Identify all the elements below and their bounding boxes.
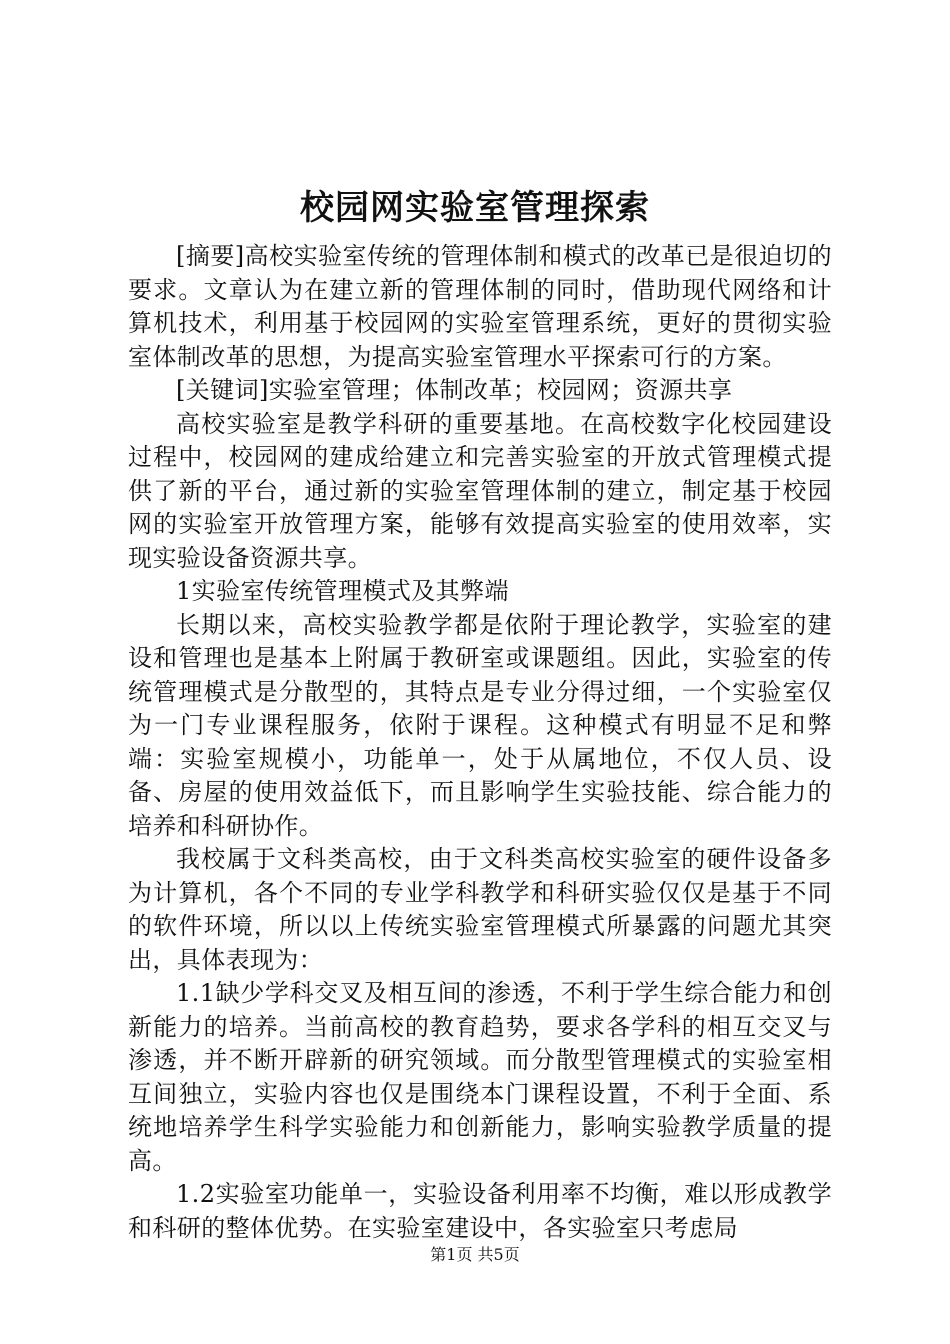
subsection-paragraph-1-1: 1.1缺少学科交叉及相互间的渗透，不利于学生综合能力和创新能力的培养。当前高校的教育趋势，要求各学科的相互交叉与渗透，并不断开辟新的研究领域。而分散型管理模式的实验室相互间独立，实验内容也仅是围绕本门课程设置，不利于全面、系统地培养学生科学实验能力和创新能力，影响实验教学质量的提高。 <box>128 979 832 1175</box>
section-heading-1: 1实验室传统管理模式及其弊端 <box>176 577 509 605</box>
body-paragraph: 长期以来，高校实验教学都是依附于理论教学，实验室的建设和管理也是基本上附属于教研室或课题组。因此，实验室的传统管理模式是分散型的，其特点是专业分得过细，一个实验室仅为一门专业课程服务，依附于课程。这种模式有明显不足和弊端：实验室规模小，功能单一，处于从属地位，不仅人员、设备、房屋的使用效益低下，而且影响学生实验技能、综合能力的培养和科研协作。 <box>128 610 832 840</box>
document-title: 校园网实验室管理探索 <box>300 188 650 228</box>
abstract-paragraph: [摘要]高校实验室传统的管理体制和模式的改革已是很迫切的要求。文章认为在建立新的管理体制的同时，借助现代网络和计算机技术，利用基于校园网的实验室管理系统，更好的贯彻实验室体制改革的思想，为提高实验室管理水平探索可行的方案。 <box>128 242 832 371</box>
subsection-paragraph-1-2: 1.2实验室功能单一，实验设备利用率不均衡，难以形成教学和科研的整体优势。在实验室建设中，各实验室只考虑局 <box>128 1180 832 1242</box>
keywords-paragraph: [关键词]实验室管理；体制改革；校园网；资源共享 <box>176 376 733 404</box>
body-paragraph: 我校属于文科类高校，由于文科类高校实验室的硬件设备多为计算机，各个不同的专业学科教学和科研实验仅仅是基于不同的软件环境，所以以上传统实验室管理模式所暴露的问题尤其突出，具体表现为： <box>128 845 832 974</box>
intro-paragraph: 高校实验室是教学科研的重要基地。在高校数字化校园建设过程中，校园网的建成给建立和完善实验室的开放式管理模式提供了新的平台，通过新的实验室管理体制的建立，制定基于校园网的实验室开放管理方案，能够有效提高实验室的使用效率，实现实验设备资源共享。 <box>128 409 832 572</box>
document-body <box>128 240 832 1245</box>
page-number-footer: 第1页 共5页 <box>430 1245 520 1264</box>
